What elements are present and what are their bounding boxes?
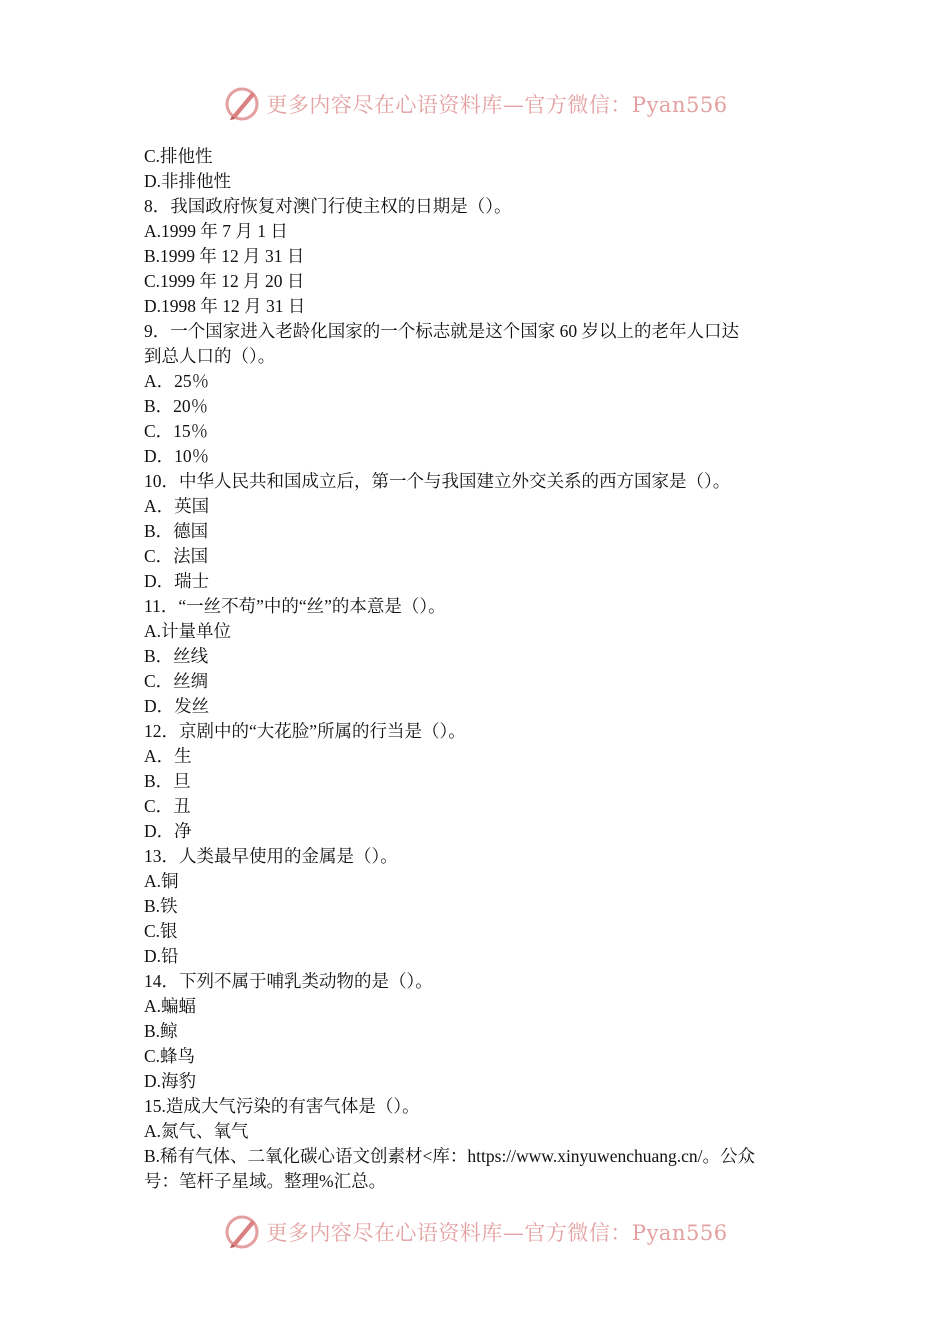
option-line: A.氮气、氧气	[144, 1121, 249, 1141]
option-line: D．净	[144, 821, 192, 841]
option-line: D.1998 年 12 月 31 日	[144, 296, 306, 316]
question-line: 13．人类最早使用的金属是（）。	[144, 846, 398, 866]
question-line: 8．我国政府恢复对澳门行使主权的日期是（）。	[144, 196, 512, 216]
option-line: B．德国	[144, 521, 209, 541]
option-line: A．英国	[144, 496, 210, 516]
option-line: D．发丝	[144, 696, 210, 716]
option-line: C．法国	[144, 546, 209, 566]
option-line: B.稀有气体、二氧化碳心语文创素材<库：https://www.xinyuwenchuang.cn/。公众	[144, 1146, 755, 1166]
option-line: D.非排他性	[144, 171, 232, 191]
option-line: C．15％	[144, 421, 209, 441]
question-line: 12．京剧中的“大花脸”所属的行当是（）。	[144, 721, 466, 741]
option-line: B.1999 年 12 月 31 日	[144, 246, 305, 266]
option-line: C.蜂鸟	[144, 1046, 196, 1066]
watermark-text: 更多内容尽在心语资料库—官方微信：Pyan556	[266, 93, 728, 117]
option-line: C.1999 年 12 月 20 日	[144, 271, 305, 291]
option-line: B．丝线	[144, 646, 209, 666]
option-line: A.蝙蝠	[144, 996, 197, 1016]
question-line: 15.造成大气污染的有害气体是（）。	[144, 1096, 420, 1116]
option-line: B．旦	[144, 771, 191, 791]
question-line: 到总人口的（）。	[144, 346, 276, 366]
question-line: 14．下列不属于哺乳类动物的是（）。	[144, 971, 433, 991]
option-line: D.海豹	[144, 1071, 197, 1091]
header-watermark	[0, 82, 950, 126]
option-line: A.计量单位	[144, 621, 232, 641]
option-line: C.排他性	[144, 146, 213, 166]
option-line: A.1999 年 7 月 1 日	[144, 221, 288, 241]
option-line: C.银	[144, 921, 178, 941]
option-line: D．瑞士	[144, 571, 210, 591]
option-line: C．丝绸	[144, 671, 209, 691]
pen-logo-icon	[222, 1212, 262, 1252]
watermark-text: 更多内容尽在心语资料库—官方微信：Pyan556	[266, 1221, 728, 1245]
option-line: D.铅	[144, 946, 179, 966]
option-line: A．生	[144, 746, 192, 766]
question-line: 10．中华人民共和国成立后，第一个与我国建立外交关系的西方国家是（）。	[144, 471, 731, 491]
question-line: 9．一个国家进入老龄化国家的一个标志就是这个国家 60 岁以上的老年人口达	[144, 321, 739, 341]
footer-watermark	[0, 1210, 950, 1254]
option-line: D．10％	[144, 446, 210, 466]
option-line: 号：笔杆子星域。整理%汇总。	[144, 1171, 387, 1191]
option-line: B.铁	[144, 896, 178, 916]
option-line: A.铜	[144, 871, 179, 891]
option-line: B.鲸	[144, 1021, 178, 1041]
option-line: A．25％	[144, 371, 210, 391]
question-line: 11．“一丝不苟”中的“丝”的本意是（）。	[144, 596, 446, 616]
option-line: C．丑	[144, 796, 191, 816]
option-line: B．20％	[144, 396, 209, 416]
document-body	[144, 144, 814, 1194]
pen-logo-icon	[222, 84, 262, 124]
